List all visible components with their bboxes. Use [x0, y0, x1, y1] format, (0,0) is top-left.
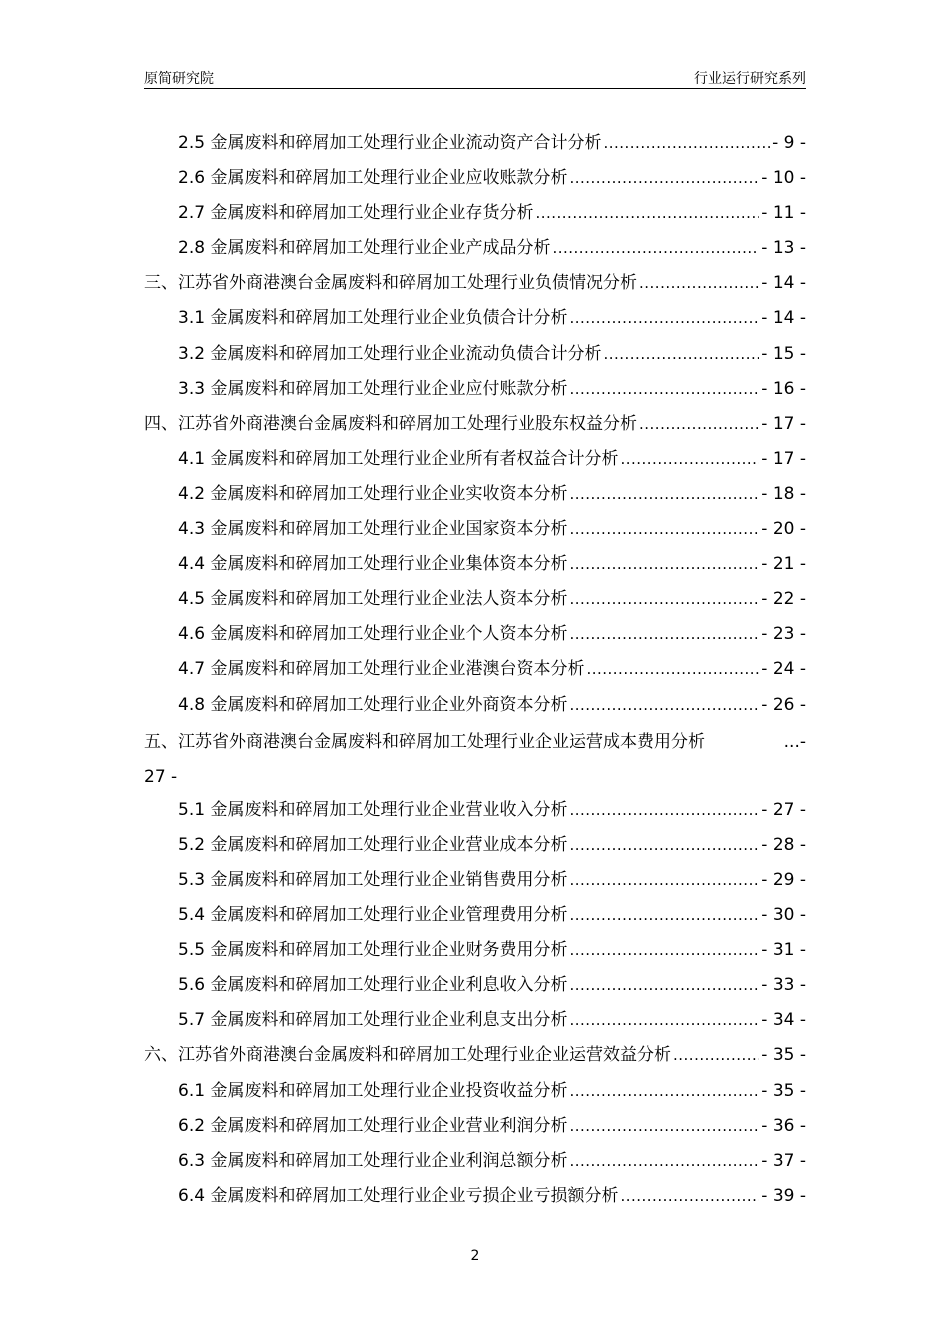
- toc-entry-page: - 24 -: [761, 659, 806, 680]
- toc-entry-title: 4.4 金属废料和碎屑加工处理行业企业集体资本分析: [178, 554, 568, 575]
- toc-entry-leader: [569, 1152, 759, 1170]
- table-of-contents: [144, 128, 806, 1216]
- toc-entry-title: 四、江苏省外商港澳台金属废料和碎屑加工处理行业股东权益分析: [144, 413, 637, 434]
- toc-entry-page: - 21 -: [761, 554, 806, 575]
- toc-entry[interactable]: [144, 830, 806, 865]
- toc-entry-leader: [569, 1011, 759, 1029]
- toc-entry-title: 6.2 金属废料和碎屑加工处理行业企业营业利润分析: [178, 1115, 568, 1136]
- toc-entry[interactable]: [144, 935, 806, 970]
- toc-entry[interactable]: [144, 1181, 806, 1216]
- toc-entry-title: 5.5 金属废料和碎屑加工处理行业企业财务费用分析: [178, 940, 568, 961]
- toc-entry-page: - 18 -: [761, 483, 806, 504]
- toc-entry[interactable]: [144, 795, 806, 830]
- toc-entry-leader: [569, 555, 759, 573]
- toc-entry-title: 4.3 金属废料和碎屑加工处理行业企业国家资本分析: [178, 519, 568, 540]
- toc-entry-page: - 23 -: [761, 624, 806, 645]
- header-publisher: 原简研究院: [144, 71, 214, 87]
- toc-entry-title: 2.7 金属废料和碎屑加工处理行业企业存货分析: [178, 203, 534, 224]
- toc-entry-page: - 27 -: [761, 799, 806, 820]
- toc-entry-page: - 20 -: [761, 519, 806, 540]
- toc-entry[interactable]: [144, 619, 806, 654]
- toc-entry-title: 3.2 金属废料和碎屑加工处理行业企业流动负债合计分析: [178, 343, 602, 364]
- toc-entry-page: - 15 -: [761, 343, 806, 364]
- toc-entry-title: 五、江苏省外商港澳台金属废料和碎屑加工处理行业企业运营成本费用分析: [144, 731, 705, 752]
- toc-entry[interactable]: [144, 374, 806, 409]
- toc-entry-title: 4.2 金属废料和碎屑加工处理行业企业实收资本分析: [178, 483, 568, 504]
- toc-entry-leader: [569, 836, 759, 854]
- toc-entry-leader: [620, 450, 759, 468]
- toc-entry-page: - 22 -: [761, 589, 806, 610]
- toc-entry-leader: [569, 1117, 759, 1135]
- toc-entry-leader: [569, 169, 759, 187]
- toc-entry-title: 5.2 金属废料和碎屑加工处理行业企业营业成本分析: [178, 834, 568, 855]
- toc-entry[interactable]: [144, 444, 806, 479]
- toc-entry-leader: [620, 1187, 759, 1205]
- toc-entry-title: 六、江苏省外商港澳台金属废料和碎屑加工处理行业企业运营效益分析: [144, 1045, 671, 1066]
- toc-entry[interactable]: [144, 339, 806, 374]
- toc-entry-title: 5.7 金属废料和碎屑加工处理行业企业利息支出分析: [178, 1010, 568, 1031]
- toc-entry-page: - 13 -: [761, 238, 806, 259]
- toc-entry-page: - 35 -: [761, 1080, 806, 1101]
- toc-entry-page: - 11 -: [761, 203, 806, 224]
- toc-entry[interactable]: [144, 233, 806, 268]
- toc-entry-line: [144, 725, 806, 760]
- toc-entry[interactable]: [144, 970, 806, 1005]
- toc-entry-leader: [569, 941, 759, 959]
- toc-entry-title: 4.1 金属废料和碎屑加工处理行业企业所有者权益合计分析: [178, 448, 619, 469]
- toc-entry-title: 2.6 金属废料和碎屑加工处理行业企业应收账款分析: [178, 168, 568, 189]
- toc-entry-leader: [569, 590, 759, 608]
- toc-entry-title: 4.6 金属废料和碎屑加工处理行业企业个人资本分析: [178, 624, 568, 645]
- toc-entry-leader: [639, 415, 759, 433]
- toc-entry-title: 2.5 金属废料和碎屑加工处理行业企业流动资产合计分析: [178, 133, 602, 153]
- toc-entry-leader: [552, 239, 759, 257]
- toc-entry-title: 3.3 金属废料和碎屑加工处理行业企业应付账款分析: [178, 378, 568, 399]
- toc-entry[interactable]: [144, 409, 806, 444]
- toc-entry[interactable]: [144, 128, 806, 163]
- toc-entry[interactable]: [144, 654, 806, 689]
- toc-entry-leader: [569, 1082, 759, 1100]
- toc-entry-leader: [535, 204, 759, 222]
- toc-entry-leader: [603, 345, 759, 363]
- toc-entry-page: - 37 -: [761, 1150, 806, 1171]
- toc-entry-page: - 26 -: [761, 694, 806, 715]
- toc-entry-leader: [603, 134, 770, 152]
- toc-entry-leader: ...-: [783, 731, 806, 752]
- toc-entry[interactable]: [144, 584, 806, 619]
- toc-entry-page: - 10 -: [761, 168, 806, 189]
- toc-entry-page: - 14 -: [761, 308, 806, 329]
- toc-entry-leader: [569, 696, 759, 714]
- toc-entry-leader: [673, 1046, 759, 1064]
- toc-section-part2: [144, 795, 806, 1216]
- toc-entry[interactable]: [144, 303, 806, 338]
- toc-entry-title: 3.1 金属废料和碎屑加工处理行业企业负债合计分析: [178, 308, 568, 329]
- toc-entry[interactable]: [144, 1076, 806, 1111]
- page-number: 2: [470, 1248, 480, 1264]
- toc-entry-leader: [569, 625, 759, 643]
- toc-entry-leader: [569, 520, 759, 538]
- toc-entry-title: 6.3 金属废料和碎屑加工处理行业企业利润总额分析: [178, 1150, 568, 1171]
- toc-entry-page: - 17 -: [761, 413, 806, 434]
- toc-entry-title: 4.7 金属废料和碎屑加工处理行业企业港澳台资本分析: [178, 659, 585, 680]
- toc-entry-page: - 33 -: [761, 975, 806, 996]
- toc-entry[interactable]: [144, 1005, 806, 1040]
- toc-entry-title: 5.1 金属废料和碎屑加工处理行业企业营业收入分析: [178, 799, 568, 820]
- toc-entry[interactable]: [144, 549, 806, 584]
- toc-entry-title: 5.4 金属废料和碎屑加工处理行业企业管理费用分析: [178, 905, 568, 926]
- toc-entry-page: - 35 -: [761, 1045, 806, 1066]
- toc-entry-leader: [569, 906, 759, 924]
- toc-entry[interactable]: [144, 198, 806, 233]
- toc-entry[interactable]: [144, 479, 806, 514]
- toc-entry-page: - 9 -: [772, 133, 806, 153]
- toc-entry[interactable]: [144, 690, 806, 725]
- toc-entry-page: - 14 -: [761, 273, 806, 294]
- toc-entry-title: 5.3 金属废料和碎屑加工处理行业企业销售费用分析: [178, 869, 568, 890]
- toc-entry-page: - 39 -: [761, 1185, 806, 1206]
- toc-entry-page: - 28 -: [761, 834, 806, 855]
- toc-entry-page: - 34 -: [761, 1010, 806, 1031]
- toc-entry-title: 2.8 金属废料和碎屑加工处理行业企业产成品分析: [178, 238, 551, 259]
- toc-entry-page: - 31 -: [761, 940, 806, 961]
- toc-entry-page: - 17 -: [761, 448, 806, 469]
- toc-entry-leader: [569, 871, 759, 889]
- toc-section-part1: [144, 128, 806, 725]
- page-footer: [0, 1248, 950, 1264]
- toc-entry-leader: [569, 801, 759, 819]
- toc-entry[interactable]: [144, 163, 806, 198]
- toc-entry[interactable]: [144, 268, 806, 303]
- toc-entry-page-continued: 27 -: [144, 766, 178, 787]
- toc-entry-page: - 36 -: [761, 1115, 806, 1136]
- toc-entry-leader: [569, 976, 759, 994]
- toc-entry[interactable]: [144, 900, 806, 935]
- toc-entry-leader: [569, 380, 759, 398]
- toc-entry[interactable]: [144, 1146, 806, 1181]
- toc-entry-title: 5.6 金属废料和碎屑加工处理行业企业利息收入分析: [178, 975, 568, 996]
- page-header: [144, 66, 806, 89]
- header-series: 行业运行研究系列: [694, 71, 806, 87]
- toc-entry-leader: [586, 660, 759, 678]
- toc-entry-title: 4.8 金属废料和碎屑加工处理行业企业外商资本分析: [178, 694, 568, 715]
- toc-entry-leader: [569, 485, 759, 503]
- toc-entry-page: - 29 -: [761, 869, 806, 890]
- toc-entry[interactable]: [144, 1040, 806, 1075]
- toc-entry-title: 4.5 金属废料和碎屑加工处理行业企业法人资本分析: [178, 589, 568, 610]
- toc-entry-wrapped[interactable]: [144, 725, 806, 795]
- toc-entry[interactable]: [144, 514, 806, 549]
- toc-entry[interactable]: [144, 865, 806, 900]
- toc-entry-title: 6.1 金属废料和碎屑加工处理行业企业投资收益分析: [178, 1080, 568, 1101]
- toc-entry-page: - 30 -: [761, 905, 806, 926]
- toc-entry-leader: [639, 274, 759, 292]
- toc-entry-title: 6.4 金属废料和碎屑加工处理行业企业亏损企业亏损额分析: [178, 1185, 619, 1206]
- toc-entry-leader: [569, 309, 759, 327]
- toc-entry-page: - 16 -: [761, 378, 806, 399]
- toc-entry[interactable]: [144, 1111, 806, 1146]
- toc-entry-title: 三、江苏省外商港澳台金属废料和碎屑加工处理行业负债情况分析: [144, 273, 637, 294]
